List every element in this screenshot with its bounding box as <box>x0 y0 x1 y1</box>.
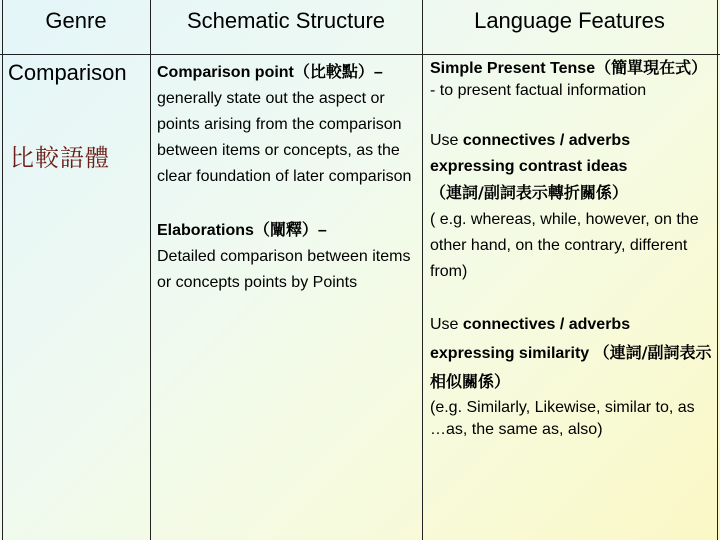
contrast-chinese: （連詞/副詞表示轉折關係） <box>430 183 628 202</box>
elaborations-title: Elaborations（闡釋）– <box>157 222 327 239</box>
simple-present-tense-body: - to present factual information <box>430 82 647 99</box>
elaborations <box>157 218 417 296</box>
similarity-examples: (e.g. Similarly, Likewise, similar to, as …as, the same as, also) <box>430 399 695 438</box>
genre-english: Comparison <box>8 60 127 85</box>
language-column <box>430 58 712 444</box>
header-schematic-structure: Schematic Structure <box>186 8 386 33</box>
similarity-chinese: （連詞/副詞表示相似關係） <box>430 343 712 391</box>
contrast-prefix: Use <box>430 132 463 149</box>
genre-chinese: 比較語體 <box>10 144 110 172</box>
similarity-prefix: Use <box>430 316 463 333</box>
similarity-connectives <box>430 311 712 444</box>
table-border-left <box>2 0 3 540</box>
comparison-point-body: generally state out the aspect or points arising from the comparison between items or concepts, as the clear foundation of later comparison <box>157 90 412 185</box>
header-language-features: Language Features <box>474 8 665 33</box>
simple-present-tense <box>430 58 712 102</box>
contrast-title: connectives / adverbs expressing contrast ideas <box>430 132 631 175</box>
similarity-title: connectives / adverbs expressing similarity <box>430 316 631 362</box>
elaborations-body: Detailed comparison between items or concepts points by Points <box>157 248 411 291</box>
header-genre: Genre <box>45 8 107 33</box>
table-border-right <box>717 0 718 540</box>
simple-present-tense-title: Simple Present Tense（簡單現在式） <box>430 60 708 77</box>
schematic-column <box>157 60 417 296</box>
contrast-connectives <box>430 128 712 285</box>
column-divider-2 <box>422 0 423 540</box>
header-divider <box>0 54 720 55</box>
comparison-point-title: Comparison point（比較點）– <box>157 64 383 81</box>
column-divider-1 <box>150 0 151 540</box>
comparison-point <box>157 60 417 190</box>
contrast-examples: ( e.g. whereas, while, however, on the other hand, on the contrary, different from) <box>430 211 699 280</box>
